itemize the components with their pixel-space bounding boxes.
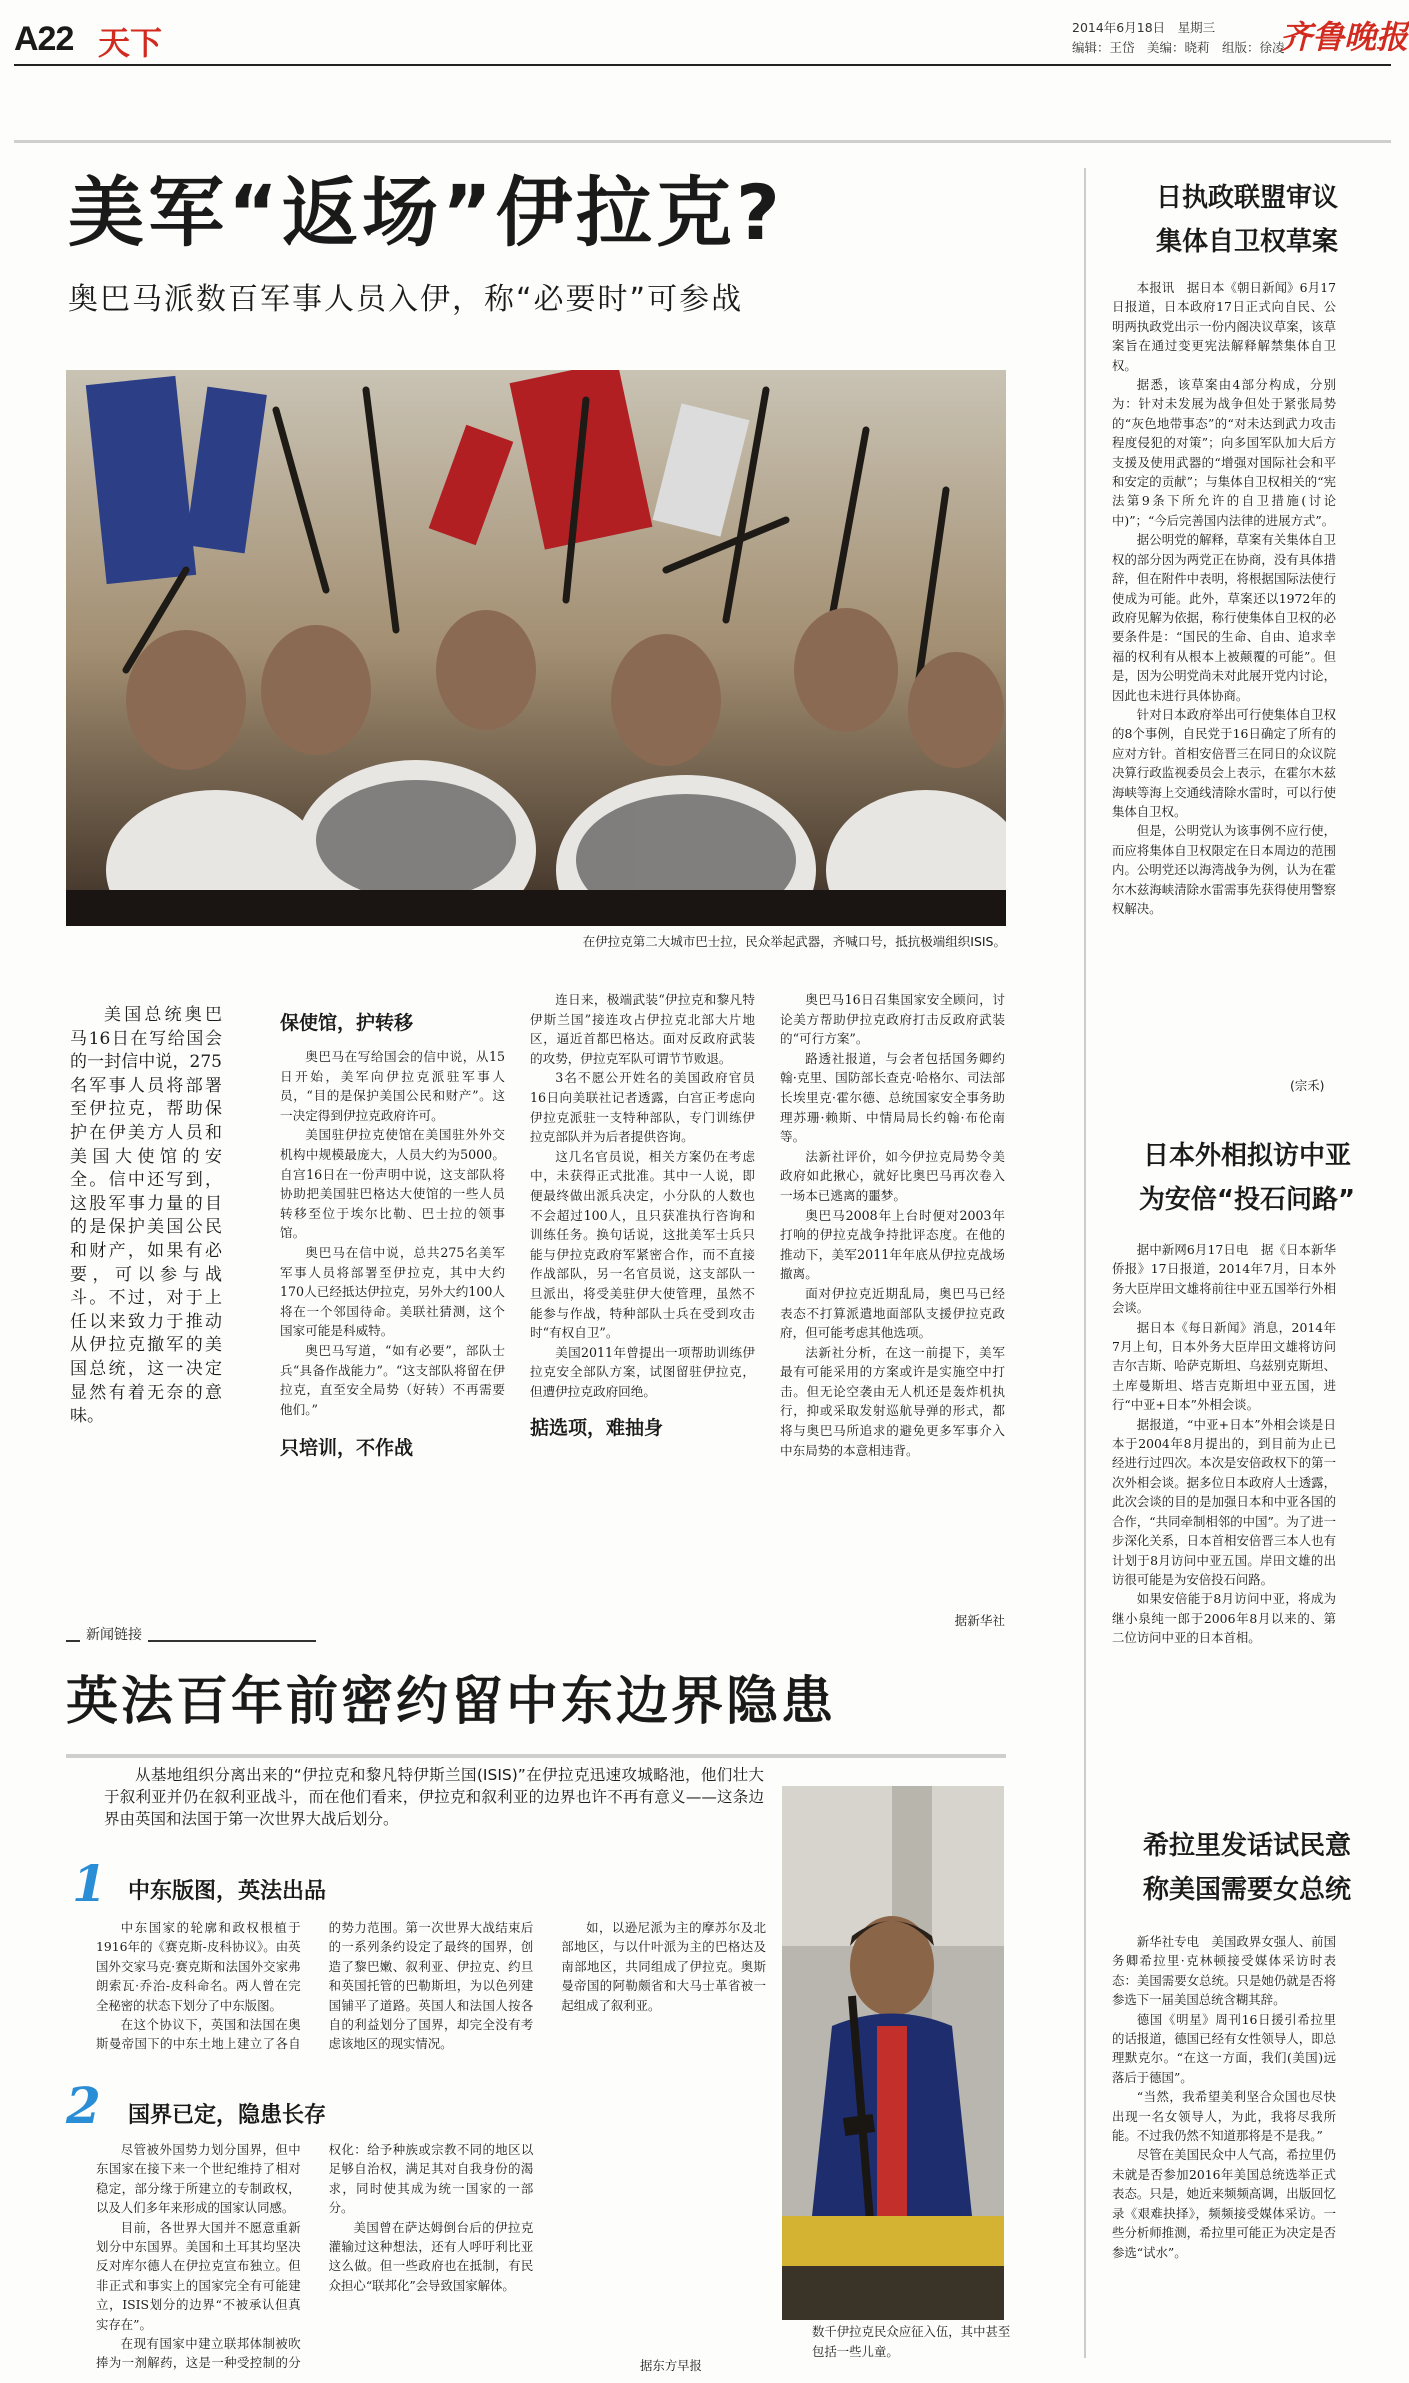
link-s2-title: 国界已定，隐患长存 (128, 2103, 327, 2128)
side1-credit: (宗禾) (1290, 1078, 1325, 1093)
link-gray-band (66, 1754, 1006, 1758)
sec2-para: 美国2011年曾提出一项帮助训练伊拉克安全部队方案，试图留驻伊拉克，但遭伊拉克政府回绝。 (530, 1344, 755, 1399)
link-credit: 据东方早报 (640, 2358, 702, 2373)
side1-para: 据公明党的解释，草案有关集体自卫权的部分因为两党正在协商，没有具体措辞，但在附件中表明，将根据国际法使行使成为可能。此外，草案还以1972年的政府见解为依据，称行使集体自卫权的必要条件是：“国民的生命、自由、追求幸福的权利有从根本上被颠覆的可能”。但是，因为公明党尚未对此展开党内讨论，因此也未进行具体协商。 (1112, 532, 1336, 703)
sec1-para: 奥巴马在写给国会的信中说，从15日开始，美军向伊拉克派驻军事人员，“目的是保护美国公民和财产”。这一决定得到伊拉克政府许可。 (280, 1049, 505, 1123)
link-headline: 英法百年前密约留中东边界隐患 (66, 1672, 837, 1732)
editors-line: 编辑：王岱 美编：晓莉 组版：徐凌 (1072, 40, 1285, 55)
side3-title-line2: 称美国需要女总统 (1142, 1875, 1351, 1905)
sec1-para: 奥巴马写道，“如有必要”，部队士兵“具备作战能力”。“这支部队将留在伊拉克，直至安全局势（好转）不再需要他们。” (280, 1342, 505, 1417)
sec3-para: 奥巴马16日召集国家安全顾问，讨论美方帮助伊拉克政府打击反政府武装的“可行方案”。 (780, 992, 1005, 1047)
link-s2-para: 在现有国家中建立联邦体制被吹捧为一剂解药，这是一种受控制的分权化：给予种族或宗教不同的地区以足够自治权，满足其对自我身份的渴求，同时使其成为统一国家的一部分。 (96, 2142, 534, 2371)
section-number-2: 2 (66, 2076, 101, 2135)
side2-title-line2: 为安倍“投石问路” (1138, 1185, 1356, 1215)
main-headline: 美军“返场”伊拉克? (68, 168, 784, 257)
side3-body (1112, 1932, 1336, 2372)
side1-body (1112, 278, 1336, 1100)
sec2-para: 连日来，极端武装“伊拉克和黎凡特伊斯兰国”接连攻占伊拉克北部大片地区，逼近首都巴格达。面对反政府武装的攻势，伊拉克军队可谓节节败退。 (530, 992, 755, 1066)
newspaper-logo: 齐鲁晚报 (1280, 18, 1409, 56)
link-s2-body (96, 2140, 766, 2376)
side1-title-line2: 集体自卫权草案 (1155, 227, 1338, 257)
sec3-para: 法新社评价，如今伊拉克局势令美政府如此揪心，就好比奥巴马再次卷入一场本已逃离的噩梦。 (780, 1148, 1005, 1203)
link-intro: 从基地组织分离出来的“伊拉克和黎凡特伊斯兰国(ISIS)”在伊拉克迅速攻城略池，他们壮大于叙利亚并仍在叙利亚战斗，而在他们看来，伊拉克和叙利亚的边界也许不再有意义——这条边界由英国和法国于第一次世界大战后划分。 (104, 1766, 764, 1828)
side2-para: 据中新网6月17日电 据《日本新华侨报》17日报道，2014年7月，日本外务大臣岸田文雄将前往中亚五国举行外相会谈。 (1112, 1242, 1336, 1316)
sec3-para: 法新社分析，在这一前提下，美军最有可能采用的方案或许是实施空中打击。但无论空袭由无人机还是轰炸机执行，抑或采取发射巡航导弹的形式，都将与奥巴马所追求的避免更多军事介入中东局势的本意相违背。 (780, 1344, 1005, 1458)
header-rule (14, 64, 1391, 66)
link-label: 新闻链接 (80, 1624, 148, 1644)
sec3-para: 奥巴马2008年上台时便对2003年打响的伊拉克战争持批评态度。在他的推动下，美军2011年年底从伊拉克战场撤离。 (780, 1207, 1005, 1282)
sec2-title: 只培训，不作战 (280, 1437, 414, 1460)
side2-para: 据报道，“中亚+日本”外相会谈是日本于2004年8月提出的，到目前为止已经进行过四次。本次是安倍政权下的第一次外相会谈。据多位日本政府人士透露，此次会谈的目的是加强日本和中亚各国的合作，“共同牵制相邻的中国”。为了进一步深化关系，日本首相安倍晋三本人也有计划于8月访问中亚五国。岸田文雄的出访很可能是为安倍投石问路。 (1112, 1416, 1336, 1587)
main-col-2 (530, 990, 755, 1610)
link-s2-para: 目前，各世界大国并不愿意重新划分中东国界。美国和土耳其均坚决反对库尔德人在伊拉克宣布独立。但非正式和事实上的国家完全有可能建立，ISIS划分的边界“不被承认但真实存在”。 (96, 2219, 301, 2332)
link-s1-title: 中东版图，英法出品 (128, 1879, 327, 1904)
boy-photo-caption: 数千伊拉克民众应征入伍，其中甚至包括一些儿童。 (812, 2324, 1011, 2359)
side3-para: 新华社专电 美国政界女强人、前国务卿希拉里·克林顿接受媒体采访时表态：美国需要女总统。只是她仍就是否将参选下一届美国总统含糊其辞。 (1112, 1934, 1336, 2008)
main-col-3 (780, 990, 1005, 1602)
link-s2-para: 尽管被外国势力划分国界，但中东国家在接下来一个世纪维持了相对稳定，部分缘于所建立的专制政权，以及人们多年来形成的国家认同感。 (96, 2142, 301, 2216)
page-number: A22 (14, 20, 74, 58)
side1-para: 但是，公明党认为该事例不应行使，而应将集体自卫权限定在日本周边的范围内。公明党还以海湾战争为例，认为在霍尔木兹海峡清除水雷需事先获得使用警察权解决。 (1112, 823, 1336, 916)
sec1-para: 奥巴马在信中说，总共275名美军军事人员将部署至伊拉克，其中大约170人已经抵达伊拉克，另外大约100人将在一个邻国待命。美联社猜测，这个国家可能是科威特。 (280, 1244, 505, 1339)
link-s1-para: 中东国家的轮廓和政权根植于1916年的《赛克斯-皮科协议》。由英国外交家马克·赛克斯和法国外交家弗朗索瓦·乔治-皮科命名。两人曾在完全秘密的状态下划分了中东版图。 (96, 1920, 301, 2013)
sec3-para: 面对伊拉克近期乱局，奥巴马已经表态不打算派遣地面部队支援伊拉克政府，但可能考虑其他选项。 (780, 1285, 1005, 1341)
main-photo-caption: 在伊拉克第二大城市巴士拉，民众举起武器，齐喊口号，抵抗极端组织ISIS。 (582, 934, 1006, 949)
crowd-photo-illustration (66, 370, 1006, 926)
main-lead: 美国总统奥巴马16日在写给国会的一封信中说，275名军事人员将部署至伊拉克，帮助保护在伊美方人员和美国大使馆的安全。信中还写到，这股军事力量的目的是保护美国公民和财产，如果有必要，可以参与战斗。不过，对于上任以来致力于推动从伊拉克撤军的美国总统，这一决定显然有着无奈的意味。 (70, 1005, 222, 1427)
link-s1-para: 如，以逊尼派为主的摩苏尔及北部地区，与以什叶派为主的巴格达及南部地区，共同组成了伊拉克。奥斯曼帝国的阿勒颇省和大马士革省被一起组成了叙利亚。 (561, 1920, 766, 2013)
sec1-title: 保使馆，护转移 (280, 1012, 414, 1034)
sec2-para: 这几名官员说，相关方案仍在考虑中，未获得正式批准。其中一人说，即便最终做出派兵决定，小分队的人数也不会超过100人，且只获准执行咨询和训练任务。换句话说，这批美军士兵只能与伊拉克政府军紧密合作，而不直接作战部队，另一名官员说，这支部队一旦派出，将受美驻伊大使管理，虽然不能参与作战，特种部队士兵在受到攻击时“有权自卫”。 (530, 1148, 755, 1341)
side3-para: “当然，我希望美利坚合众国也尽快出现一名女领导人，为此，我将尽我所能。不过我仍然不知道那将是不是我。” (1112, 2089, 1336, 2144)
link-s1-body (96, 1918, 766, 2068)
side3-title-line1: 希拉里发话试民意 (1142, 1831, 1351, 1861)
sec3-para: 路透社报道，与会者包括国务卿约翰·克里、国防部长查克·哈格尔、司法部长埃里克·霍尔德、总统国家安全事务助理苏珊·赖斯、中情局局长约翰·布伦南等。 (780, 1050, 1005, 1145)
side1-title-line1: 日执政联盟审议 (1155, 183, 1338, 213)
header-gray-band (14, 140, 1391, 143)
side2-title-line1: 日本外相拟访中亚 (1142, 1141, 1351, 1171)
side1-para: 本报讯 据日本《朝日新闻》6月17日报道，日本政府17日正式向自民、公明两执政党出示一份内阁决议草案，该草案旨在通过变更宪法解释解禁集体自卫权。 (1112, 280, 1336, 373)
boy-photo (782, 1786, 1004, 2320)
link-s1-para: 在这个协议下，英国和法国在奥斯曼帝国下的中东土地上建立了各自的势力范围。第一次世界大战结束后的一系列条约设定了最终的国界，创造了黎巴嫩、叙利亚、伊拉克、约旦和英国托管的巴勒斯坦，为以色列建国铺平了道路。英国人和法国人按各自的利益划分了国界，却完全没有考虑该地区的现实情况。 (96, 1920, 534, 2052)
side2-body (1112, 1240, 1336, 1794)
date-line: 2014年6月18日 星期三 (1072, 20, 1216, 35)
main-credit: 据新华社 (954, 1613, 1005, 1628)
link-s2-para: 美国曾在萨达姆倒台后的伊拉克灌输过这种想法，还有人呼吁利比亚这么做。但一些政府也在抵制，有民众担心“联邦化”会导致国家解体。 (328, 2219, 534, 2293)
side3-para: 德国《明星》周刊16日援引希拉里的话报道，德国已经有女性领导人，即总理默克尔。“在这一方面，我们(美国)远落后于德国”。 (1112, 2011, 1336, 2085)
sec3-title: 掂选项，难抽身 (530, 1417, 664, 1440)
section-number-1: 1 (72, 1854, 107, 1913)
section-name: 天下 (98, 24, 163, 62)
main-photo (66, 370, 1006, 926)
side1-para: 据悉，该草案由4部分构成，分别为：针对未发展为战争但处于紧张局势的“灰色地带事态”的“对未达到武力攻击程度侵犯的对策”；向多国军队加大后方支援及使用武器的“增强对国际社会和平和安定的贡献”；与集体自卫权相关的“宪法第9条下所允许的自卫措施(讨论中)”；“今后完善国内法律的进展方式”。 (1112, 377, 1336, 528)
side2-para: 如果安倍能于8月访问中亚，将成为继小泉纯一郎于2006年8月以来的、第二位访问中亚的日本首相。 (1112, 1591, 1336, 1646)
side1-para: 针对日本政府举出可行使集体自卫权的8个事例，自民党于16日确定了所有的应对方针。首相安倍晋三在同日的众议院决算行政监视委员会上表示，在霍尔木兹海峡等海上交通线清除水雷时，可以行使集体自卫权。 (1112, 706, 1336, 819)
sidebar-divider (1084, 168, 1086, 2358)
main-subhead: 奥巴马派数百军事人员入伊，称“必要时”可参战 (68, 282, 744, 317)
sec1-para: 美国驻伊拉克使馆在美国驻外外交机构中规模最庞大，人员大约为5000。自宫16日在一份声明中说，这支部队将协助把美国驻巴格达大使馆的一些人员转移至位于埃尔比勒、巴士拉的领事馆。 (280, 1127, 505, 1241)
sec2-para: 3名不愿公开姓名的美国政府官员16日向美联社记者透露，白宫正考虑向伊拉克派驻一支特种部队，专门训练伊拉克部队并为后者提供咨询。 (530, 1070, 755, 1145)
main-col-1 (280, 1004, 505, 1610)
boy-photo-illustration (782, 1786, 1004, 2320)
side3-para: 尽管在美国民众中人气高，希拉里仍未就是否参加2016年美国总统选举正式表态。只是，她近来频频高调，出版回忆录《艰难抉择》，频频接受媒体采访。一些分析师推测，希拉里可能正为决定是否参选“试水”。 (1112, 2147, 1336, 2260)
side2-para: 据日本《每日新闻》消息，2014年7月上旬，日本外务大臣岸田文雄将访问吉尔吉斯、哈萨克斯坦、乌兹别克斯坦、土库曼斯坦、塔吉克斯坦中亚五国，进行“中亚+日本”外相会谈。 (1112, 1319, 1336, 1413)
